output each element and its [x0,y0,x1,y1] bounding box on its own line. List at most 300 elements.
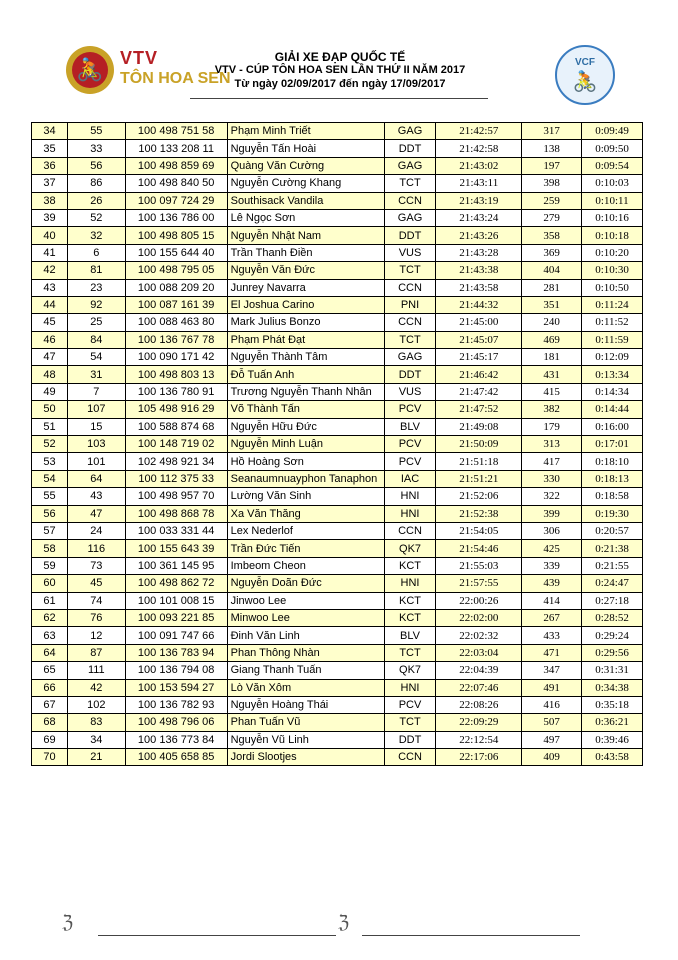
cell-name: Lex Nederlof [227,522,384,539]
cell-gap: 0:18:10 [582,453,643,470]
table-row [32,314,643,331]
cell-time: 21:51:18 [436,453,522,470]
table-row [32,418,643,435]
cell-bib: 73 [67,557,125,574]
cell-time: 21:43:38 [436,262,522,279]
cell-team: TCT [384,331,436,348]
table-row [32,627,643,644]
cell-time: 21:45:00 [436,314,522,331]
table-row [32,349,643,366]
table-row [32,175,643,192]
cell-bib: 84 [67,331,125,348]
table-row [32,522,643,539]
cell-uci: 100 033 331 44 [125,522,227,539]
cell-gap: 0:11:52 [582,314,643,331]
cell-name: Phạm Phát Đạt [227,331,384,348]
cell-time: 21:46:42 [436,366,522,383]
table-row [32,140,643,157]
cell-rank: 62 [32,609,68,626]
cell-time: 22:09:29 [436,714,522,731]
cell-team: GAG [384,209,436,226]
cell-uci: 100 148 719 02 [125,436,227,453]
cell-uci: 100 090 171 42 [125,349,227,366]
cell-team: DDT [384,731,436,748]
cell-rank: 69 [32,731,68,748]
cell-gap: 0:18:13 [582,470,643,487]
cell-name: Phan Tuấn Vũ [227,714,384,731]
cell-pts: 404 [522,262,582,279]
cell-bib: 23 [67,279,125,296]
cell-time: 21:43:58 [436,279,522,296]
cell-rank: 70 [32,749,68,766]
cell-bib: 55 [67,123,125,140]
cell-pts: 433 [522,627,582,644]
cell-bib: 74 [67,592,125,609]
cell-rank: 49 [32,383,68,400]
cell-rank: 51 [32,418,68,435]
cell-team: DDT [384,366,436,383]
table-row [32,331,643,348]
table-row [32,262,643,279]
cell-name: Giang Thanh Tuấn [227,662,384,679]
cell-bib: 43 [67,488,125,505]
logo-ton-hoa-sen-text: TÔN HOA SEN [120,70,231,87]
cell-time: 22:17:06 [436,749,522,766]
cell-name: Phan Thông Nhàn [227,644,384,661]
cell-team: DDT [384,140,436,157]
cell-bib: 24 [67,522,125,539]
cell-bib: 6 [67,244,125,261]
cell-bib: 15 [67,418,125,435]
cell-pts: 138 [522,140,582,157]
cell-uci: 100 155 643 39 [125,540,227,557]
cell-rank: 48 [32,366,68,383]
cell-bib: 31 [67,366,125,383]
cell-pts: 416 [522,696,582,713]
logo-vcf-text: VCF [575,57,595,68]
cell-name: Lò Văn Xôm [227,679,384,696]
cell-bib: 34 [67,731,125,748]
table-row [32,227,643,244]
cell-bib: 76 [67,609,125,626]
cell-pts: 471 [522,644,582,661]
cell-uci: 100 361 145 95 [125,557,227,574]
signature-mark-icon: ℨ [338,912,350,932]
cell-uci: 100 136 780 91 [125,383,227,400]
table-row [32,470,643,487]
table-row [32,679,643,696]
cell-gap: 0:34:38 [582,679,643,696]
table-row [32,453,643,470]
cell-rank: 53 [32,453,68,470]
cell-team: HNI [384,505,436,522]
cell-uci: 100 155 644 40 [125,244,227,261]
table-row [32,192,643,209]
table-row [32,575,643,592]
cell-rank: 55 [32,488,68,505]
cell-name: Nguyễn Cường Khang [227,175,384,192]
cell-name: Phạm Minh Triết [227,123,384,140]
cell-rank: 47 [32,349,68,366]
cell-uci: 100 136 783 94 [125,644,227,661]
cell-gap: 0:27:18 [582,592,643,609]
cell-uci: 105 498 916 29 [125,401,227,418]
cell-uci: 100 093 221 85 [125,609,227,626]
cell-time: 21:43:11 [436,175,522,192]
cell-bib: 103 [67,436,125,453]
cell-uci: 100 097 724 29 [125,192,227,209]
cell-time: 21:42:58 [436,140,522,157]
table-row [32,383,643,400]
table-row [32,662,643,679]
cell-team: VUS [384,383,436,400]
cell-uci: 100 088 463 80 [125,314,227,331]
cell-uci: 100 498 751 58 [125,123,227,140]
cell-gap: 0:10:18 [582,227,643,244]
cell-name: Lê Ngọc Sơn [227,209,384,226]
cell-bib: 81 [67,262,125,279]
cell-name: Nguyễn Hữu Đức [227,418,384,435]
cell-gap: 0:11:59 [582,331,643,348]
cell-team: KCT [384,592,436,609]
logo-vtv-text: VTV [120,48,159,68]
cell-name: Trần Thanh Điền [227,244,384,261]
cell-rank: 34 [32,123,68,140]
vcf-logo [555,45,615,105]
cell-team: IAC [384,470,436,487]
cell-name: Lường Văn Sinh [227,488,384,505]
cell-team: TCT [384,644,436,661]
cell-pts: 399 [522,505,582,522]
cell-team: TCT [384,262,436,279]
cell-rank: 60 [32,575,68,592]
table-row [32,401,643,418]
cell-rank: 43 [32,279,68,296]
document-header [0,0,678,120]
cell-pts: 491 [522,679,582,696]
cell-uci: 100 112 375 33 [125,470,227,487]
cell-pts: 382 [522,401,582,418]
table-row [32,749,643,766]
cell-rank: 46 [32,331,68,348]
cell-rank: 40 [32,227,68,244]
cell-gap: 0:09:49 [582,123,643,140]
cell-pts: 267 [522,609,582,626]
cell-uci: 100 498 805 15 [125,227,227,244]
cell-rank: 59 [32,557,68,574]
cell-name: Trần Đức Tiến [227,540,384,557]
cell-rank: 39 [32,209,68,226]
cell-gap: 0:14:44 [582,401,643,418]
cell-pts: 347 [522,662,582,679]
cell-pts: 358 [522,227,582,244]
cell-gap: 0:20:57 [582,522,643,539]
cell-time: 21:52:06 [436,488,522,505]
cell-rank: 37 [32,175,68,192]
cell-team: CCN [384,279,436,296]
header-divider [190,98,488,99]
cell-gap: 0:10:11 [582,192,643,209]
cell-gap: 0:10:50 [582,279,643,296]
cell-uci: 100 133 208 11 [125,140,227,157]
cell-rank: 50 [32,401,68,418]
cell-time: 21:43:02 [436,157,522,174]
cell-team: GAG [384,123,436,140]
cell-bib: 102 [67,696,125,713]
cell-bib: 12 [67,627,125,644]
table-row [32,540,643,557]
cell-team: HNI [384,679,436,696]
cell-gap: 0:14:34 [582,383,643,400]
cell-gap: 0:09:50 [582,140,643,157]
cell-pts: 281 [522,279,582,296]
cell-team: KCT [384,609,436,626]
table-row [32,279,643,296]
cell-uci: 100 136 786 00 [125,209,227,226]
cell-rank: 52 [32,436,68,453]
cell-time: 21:42:57 [436,123,522,140]
cell-gap: 0:17:01 [582,436,643,453]
cell-uci: 100 498 795 05 [125,262,227,279]
table-row [32,244,643,261]
cyclist-icon: 🚴 [572,71,598,93]
table-row [32,436,643,453]
cell-rank: 44 [32,296,68,313]
cell-pts: 179 [522,418,582,435]
cell-gap: 0:12:09 [582,349,643,366]
cell-pts: 339 [522,557,582,574]
cell-time: 21:45:17 [436,349,522,366]
cell-uci: 100 405 658 85 [125,749,227,766]
cell-name: Imbeom Cheon [227,557,384,574]
cell-uci: 100 498 957 70 [125,488,227,505]
cell-rank: 64 [32,644,68,661]
cell-uci: 100 498 862 72 [125,575,227,592]
cell-rank: 68 [32,714,68,731]
cell-rank: 63 [32,627,68,644]
cell-time: 21:52:38 [436,505,522,522]
cell-name: Võ Thành Tấn [227,401,384,418]
cell-uci: 100 136 773 84 [125,731,227,748]
cell-bib: 32 [67,227,125,244]
cell-team: VUS [384,244,436,261]
cell-bib: 116 [67,540,125,557]
cell-team: HNI [384,488,436,505]
cell-bib: 52 [67,209,125,226]
cell-pts: 369 [522,244,582,261]
cell-uci: 100 498 859 69 [125,157,227,174]
cell-gap: 0:11:24 [582,296,643,313]
signature-line [362,935,580,936]
cell-pts: 431 [522,366,582,383]
cell-gap: 0:10:16 [582,209,643,226]
results-table [31,122,643,766]
cell-pts: 330 [522,470,582,487]
cell-gap: 0:29:24 [582,627,643,644]
table-row [32,557,643,574]
cell-gap: 0:31:31 [582,662,643,679]
cell-uci: 100 101 008 15 [125,592,227,609]
cell-time: 21:54:46 [436,540,522,557]
cell-uci: 100 136 794 08 [125,662,227,679]
cell-time: 21:55:03 [436,557,522,574]
cell-bib: 25 [67,314,125,331]
cell-time: 22:02:32 [436,627,522,644]
cell-team: HNI [384,575,436,592]
table-row [32,157,643,174]
cell-uci: 100 153 594 27 [125,679,227,696]
cell-team: CCN [384,192,436,209]
cell-team: BLV [384,627,436,644]
table-row [32,609,643,626]
cell-team: QK7 [384,662,436,679]
cell-pts: 240 [522,314,582,331]
cell-time: 22:00:26 [436,592,522,609]
cell-team: GAG [384,349,436,366]
cell-time: 21:43:19 [436,192,522,209]
cell-name: Trương Nguyễn Thanh Nhân [227,383,384,400]
table-row [32,592,643,609]
cell-name: Seanaumnuayphon Tanaphon [227,470,384,487]
cell-bib: 26 [67,192,125,209]
cell-pts: 181 [522,349,582,366]
cell-time: 22:03:04 [436,644,522,661]
cell-bib: 33 [67,140,125,157]
cell-time: 21:50:09 [436,436,522,453]
cell-gap: 0:18:58 [582,488,643,505]
cell-time: 22:02:00 [436,609,522,626]
cell-team: PNI [384,296,436,313]
cell-pts: 351 [522,296,582,313]
cell-gap: 0:13:34 [582,366,643,383]
cell-pts: 497 [522,731,582,748]
cell-name: Nguyễn Tấn Hoài [227,140,384,157]
cell-team: QK7 [384,540,436,557]
cell-pts: 417 [522,453,582,470]
cell-gap: 0:19:30 [582,505,643,522]
cell-gap: 0:28:52 [582,609,643,626]
cell-uci: 100 087 161 39 [125,296,227,313]
cell-pts: 507 [522,714,582,731]
cell-time: 21:43:26 [436,227,522,244]
cell-pts: 322 [522,488,582,505]
cell-rank: 42 [32,262,68,279]
cell-gap: 0:09:54 [582,157,643,174]
cell-bib: 47 [67,505,125,522]
cell-bib: 92 [67,296,125,313]
cell-name: Mark Julius Bonzo [227,314,384,331]
cell-rank: 58 [32,540,68,557]
cell-bib: 45 [67,575,125,592]
cell-name: Junrey Navarra [227,279,384,296]
cell-uci: 100 136 782 93 [125,696,227,713]
cell-bib: 101 [67,453,125,470]
cell-gap: 0:10:03 [582,175,643,192]
cell-pts: 259 [522,192,582,209]
cell-pts: 398 [522,175,582,192]
cell-time: 21:51:21 [436,470,522,487]
cell-team: TCT [384,714,436,731]
cell-bib: 7 [67,383,125,400]
cell-uci: 100 498 803 13 [125,366,227,383]
cell-name: Nguyễn Minh Luận [227,436,384,453]
cell-pts: 414 [522,592,582,609]
table-row [32,696,643,713]
cell-gap: 0:21:38 [582,540,643,557]
cell-name: Minwoo Lee [227,609,384,626]
cell-bib: 107 [67,401,125,418]
cell-pts: 197 [522,157,582,174]
cell-rank: 36 [32,157,68,174]
table-row [32,731,643,748]
cell-rank: 67 [32,696,68,713]
cell-name: Nguyễn Vũ Linh [227,731,384,748]
cell-gap: 0:16:00 [582,418,643,435]
cell-time: 22:12:54 [436,731,522,748]
cell-uci: 100 136 767 78 [125,331,227,348]
cell-rank: 57 [32,522,68,539]
cell-pts: 469 [522,331,582,348]
cell-bib: 42 [67,679,125,696]
cell-name: Quàng Văn Cường [227,157,384,174]
cell-team: PCV [384,436,436,453]
cell-time: 21:57:55 [436,575,522,592]
cell-bib: 87 [67,644,125,661]
cell-bib: 56 [67,157,125,174]
cell-time: 22:08:26 [436,696,522,713]
table-row [32,366,643,383]
cell-time: 21:47:52 [436,401,522,418]
cell-bib: 54 [67,349,125,366]
cell-team: GAG [384,157,436,174]
cell-rank: 41 [32,244,68,261]
cell-bib: 64 [67,470,125,487]
cell-time: 22:07:46 [436,679,522,696]
cell-team: BLV [384,418,436,435]
cell-bib: 21 [67,749,125,766]
cell-uci: 100 088 209 20 [125,279,227,296]
cell-rank: 56 [32,505,68,522]
cell-rank: 54 [32,470,68,487]
table-row [32,714,643,731]
cell-time: 22:04:39 [436,662,522,679]
cell-name: Đỗ Tuấn Anh [227,366,384,383]
cell-pts: 439 [522,575,582,592]
page-subtitle: VTV - CÚP TÔN HOA SEN LẦN THỨ II NĂM 2017 [214,64,466,76]
cell-gap: 0:24:47 [582,575,643,592]
cell-name: Xa Văn Thăng [227,505,384,522]
cell-name: Đinh Văn Linh [227,627,384,644]
cell-name: Hồ Hoàng Sơn [227,453,384,470]
table-row [32,644,643,661]
cell-uci: 100 498 840 50 [125,175,227,192]
cell-rank: 35 [32,140,68,157]
cell-rank: 65 [32,662,68,679]
date-range: Từ ngày 02/09/2017 đến ngày 17/09/2017 [234,78,446,90]
cell-bib: 86 [67,175,125,192]
cell-pts: 279 [522,209,582,226]
cell-gap: 0:10:20 [582,244,643,261]
cell-name: Jinwoo Lee [227,592,384,609]
cell-team: PCV [384,453,436,470]
cell-pts: 317 [522,123,582,140]
cell-team: DDT [384,227,436,244]
table-row [32,209,643,226]
cell-time: 21:43:24 [436,209,522,226]
cell-team: CCN [384,314,436,331]
cyclist-emblem-icon: 🚴 [66,46,114,94]
cell-rank: 45 [32,314,68,331]
